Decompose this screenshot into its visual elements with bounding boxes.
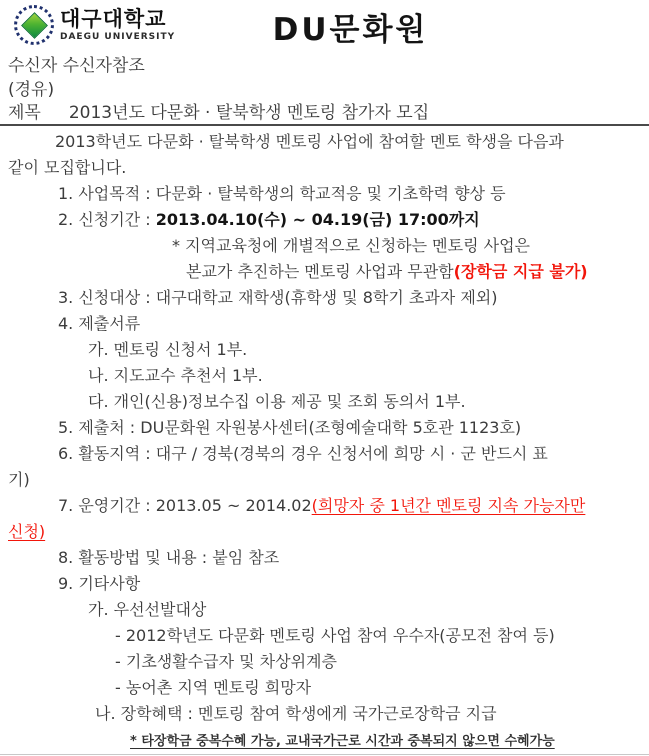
item-9-a-sub-2: - 기초생활수급자 및 차상위계층 (115, 652, 337, 671)
subject-line (0, 102, 649, 126)
item-4-doc-c: 다. 개인(신용)정보수집 이용 제공 및 조회 동의서 1부. (88, 392, 466, 411)
item-1-purpose: 1. 사업목적 : 다문화 · 탈북학생의 학교적응 및 기초학력 향상 등 (58, 184, 506, 203)
subject-text: 2013년도 다문화 · 탈북학생 멘토링 참가자 모집 (68, 103, 430, 123)
recipient-line: 수신자 수신자참조 (8, 56, 145, 76)
scholarship-footnote (130, 727, 641, 753)
item-2-application-period (58, 207, 641, 233)
bottom-divider (0, 754, 649, 755)
page-title: DU문화원 (272, 12, 429, 48)
university-name-en: DAEGU UNIVERSITY (60, 31, 176, 42)
item-2-dates: 2013.04.10(수) ~ 04.19(금) 17:00까지 (155, 210, 480, 229)
item-7-red-wrap (8, 519, 641, 545)
item-9-a-priority: 가. 우선선발대상 (88, 600, 207, 619)
seal-diamond-icon (21, 12, 48, 39)
item-2-label: 2. 신청기간 : (58, 210, 156, 229)
via-line: (경유) (8, 80, 55, 100)
intro-line-2: 같이 모집합니다. (8, 158, 127, 177)
subject-label: 제목 (8, 103, 41, 123)
logo-text (60, 6, 176, 42)
item-2-note-line-1: * 지역교육청에 개별적으로 신청하는 멘토링 사업은 (172, 236, 531, 255)
item-2-note-plain: 본교가 추진하는 멘토링 사업과 무관함 (186, 262, 454, 281)
item-6-region-line-1: 6. 활동지역 : 대구 / 경북(경북의 경우 신청서에 희망 시 · 군 반드시 표 (58, 444, 548, 463)
footnote-text: * 타장학금 중복수혜 가능, 교내국가근로 시간과 중복되지 않으면 수혜가능 (130, 734, 555, 749)
document-body (8, 129, 641, 753)
item-7-plain: 7. 운영기간 : 2013.05 ~ 2014.02 (58, 496, 312, 515)
item-4-doc-a: 가. 멘토링 신청서 1부. (88, 340, 248, 359)
item-6-region-line-2: 기) (8, 470, 30, 489)
item-9-etc: 9. 기타사항 (58, 574, 141, 593)
item-9-a-sub-3: - 농어촌 지역 멘토링 희망자 (115, 678, 312, 697)
university-seal-icon (14, 5, 54, 45)
document-header (8, 0, 641, 52)
item-9-b-scholarship: 나. 장학혜택 : 멘토링 참여 학생에게 국가근로장학금 지급 (95, 704, 497, 723)
item-9-a-sub-1: - 2012학년도 다문화 멘토링 사업 참여 우수자(공모전 참여 등) (115, 626, 555, 645)
item-4-doc-b: 나. 지도교수 추천서 1부. (88, 366, 263, 385)
document-meta (8, 54, 641, 126)
intro-line-1: 2013학년도 다문화 · 탈북학생 멘토링 사업에 참여할 멘토 학생을 다음과 (55, 132, 564, 151)
university-name: 대구대학교 (60, 6, 167, 31)
item-2-note-red: (장학금 지급 불가) (453, 262, 588, 281)
item-7-red-note-wrap: 신청) (8, 522, 46, 541)
item-8-method: 8. 활동방법 및 내용 : 붙임 참조 (58, 548, 280, 567)
university-logo (14, 5, 175, 45)
item-7-operation-period (58, 493, 641, 519)
item-3-eligibility: 3. 신청대상 : 대구대학교 재학생(휴학생 및 8학기 초과자 제외) (58, 288, 498, 307)
item-4-documents: 4. 제출서류 (58, 314, 141, 333)
item-5-submission-place: 5. 제출처 : DU문화원 자원봉사센터(조형예술대학 5호관 1123호) (58, 418, 522, 437)
item-2-note-line-2 (186, 259, 641, 285)
item-7-red-note: (희망자 중 1년간 멘토링 지속 가능자만 (311, 496, 586, 515)
